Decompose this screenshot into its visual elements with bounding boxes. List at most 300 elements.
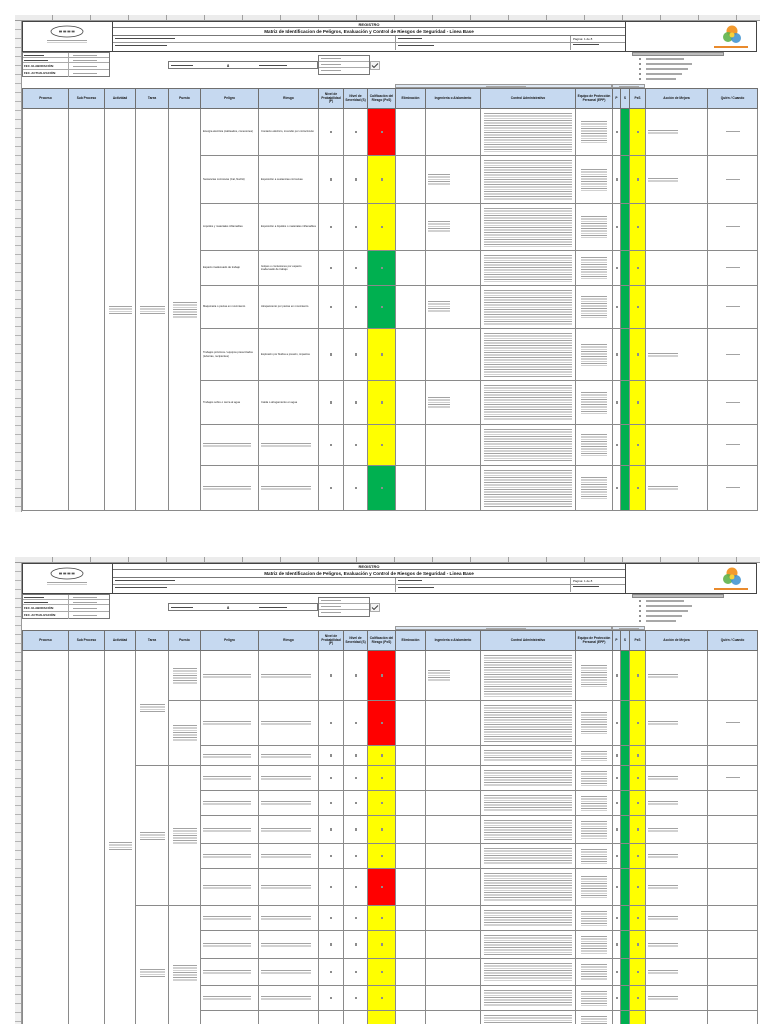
revision-cell — [571, 43, 626, 50]
calificacion-riesgo-cell — [368, 816, 396, 844]
illegible-text-block — [261, 854, 311, 858]
peligro-cell — [201, 381, 259, 425]
illegible-text-block — [428, 670, 450, 682]
accion-mejora-cell — [646, 381, 708, 425]
calificacion-riesgo-cell — [368, 986, 396, 1011]
illegible-text-block — [259, 607, 287, 609]
residual-pxs-cell — [630, 931, 646, 959]
cell-value-mark — [637, 401, 639, 403]
illegible-text-block — [581, 936, 607, 954]
residual-s-cell — [621, 701, 630, 746]
nivel-severidad-cell — [344, 701, 368, 746]
peligro-cell — [201, 844, 259, 869]
cell-value-mark — [616, 401, 618, 403]
epp-cell — [576, 109, 613, 156]
illegible-text-block — [203, 996, 251, 1000]
cell-value-mark — [355, 997, 357, 999]
nivel-severidad-cell — [344, 746, 368, 766]
ingenieria-aislamiento-cell — [426, 959, 481, 986]
cell-value-mark — [637, 131, 639, 133]
riesgo-cell — [259, 931, 319, 959]
nivel-probabilidad-cell — [319, 791, 344, 816]
calificacion-riesgo-cell — [368, 156, 396, 204]
client-logo — [720, 24, 744, 46]
cell-value-mark — [355, 444, 357, 446]
calificacion-riesgo-cell — [368, 844, 396, 869]
residual-s-cell — [621, 466, 630, 511]
peligro-cell — [201, 986, 259, 1011]
document-meta — [22, 52, 110, 77]
residual-p-cell — [613, 959, 621, 986]
residual-pxs-cell — [630, 381, 646, 425]
nivel-probabilidad-cell — [319, 109, 344, 156]
accion-mejora-cell — [646, 1011, 708, 1024]
cell-value-mark — [381, 487, 383, 489]
illegible-text-block — [484, 333, 572, 377]
column-header-tarea: Tarea — [136, 631, 169, 651]
column-header-accion-mejora: Acción de Mejora — [646, 631, 708, 651]
eliminacion-cell — [396, 844, 426, 869]
cell-value-mark — [381, 131, 383, 133]
column-header-eliminacion: Eliminación — [396, 631, 426, 651]
nivel-severidad-cell — [344, 329, 368, 381]
nivel-probabilidad-cell — [319, 466, 344, 511]
peligro-cell — [201, 1011, 259, 1024]
client-name-text — [714, 588, 748, 590]
area-cell — [113, 43, 396, 50]
column-header-sub-proceso: Sub Proceso — [69, 631, 105, 651]
nivel-probabilidad-cell — [319, 746, 344, 766]
residual-pxs-cell — [630, 816, 646, 844]
company-logo — [49, 567, 85, 580]
accion-mejora-cell — [646, 109, 708, 156]
ingenieria-aislamiento-cell — [426, 816, 481, 844]
nivel-probabilidad-cell — [319, 251, 344, 286]
epp-cell — [576, 986, 613, 1011]
residual-p-cell — [613, 381, 621, 425]
cell-value-mark — [381, 401, 383, 403]
table-row — [23, 651, 758, 701]
illegible-text-block — [484, 470, 572, 507]
column-header-puesto: Puesto — [169, 631, 201, 651]
cell-value-mark — [355, 178, 357, 180]
illegible-text-block — [484, 429, 572, 462]
quien-cuando-cell — [708, 381, 758, 425]
epp-cell — [576, 156, 613, 204]
eliminacion-cell — [396, 651, 426, 701]
illegible-text-block — [115, 580, 175, 583]
illegible-text-block — [261, 828, 311, 832]
meta-label — [24, 53, 69, 57]
residual-p-cell — [613, 204, 621, 251]
page-number: Página: 1 de 8 — [573, 579, 593, 583]
illegible-text-block — [203, 443, 251, 447]
illegible-text-block — [73, 73, 97, 75]
ingenieria-aislamiento-cell — [426, 329, 481, 381]
residual-s-cell — [621, 651, 630, 701]
column-header-calificacion-riesgo: Calificación del Riesgo (PxS) — [368, 89, 396, 109]
riesgo-cell — [259, 286, 319, 329]
residual-s-cell — [621, 286, 630, 329]
ingenieria-aislamiento-cell — [426, 931, 481, 959]
residual-pxs-cell — [630, 156, 646, 204]
illegible-text-block — [261, 943, 311, 947]
tarea-cell — [136, 906, 169, 1024]
client-name-text — [714, 46, 748, 48]
illegible-text-block — [261, 996, 311, 1000]
cell-value-mark — [355, 943, 357, 945]
quien-cuando-cell — [708, 791, 758, 816]
area-cell — [113, 585, 396, 592]
document-title: Matriz de Identificacion de Peligros, Evaluación y Control de Riesgos de Seguridad - Linea Base — [113, 28, 625, 36]
header-row — [23, 631, 758, 651]
illegible-text-block — [484, 910, 572, 927]
illegible-text-block — [173, 302, 197, 318]
illegible-text-block — [646, 73, 682, 75]
column-header-nivel-probabilidad: Nivel de Probabilidad (P) — [319, 631, 344, 651]
riesgo-text: Caída o ahogamiento en agua — [261, 400, 298, 404]
residual-pxs-cell — [630, 286, 646, 329]
cell-value-mark — [330, 917, 332, 919]
approval-box — [318, 55, 370, 75]
eliminacion-cell — [396, 156, 426, 204]
illegible-text-block — [173, 965, 197, 981]
company-name-text — [47, 582, 87, 585]
column-header-eliminacion: Eliminación — [396, 89, 426, 109]
residual-pxs-cell — [630, 986, 646, 1011]
risk-matrix-table — [22, 88, 758, 511]
ingenieria-aislamiento-cell — [426, 109, 481, 156]
column-header-tarea: Tarea — [136, 89, 169, 109]
illegible-text-block — [581, 257, 607, 279]
residual-s-cell — [621, 844, 630, 869]
cell-value-mark — [616, 997, 618, 999]
revision-box — [168, 61, 318, 69]
peligro-cell — [201, 466, 259, 511]
illegible-text-block — [646, 63, 692, 65]
calificacion-riesgo-cell — [368, 381, 396, 425]
nivel-probabilidad-cell — [319, 329, 344, 381]
residual-s-cell — [621, 766, 630, 791]
cell-value-mark — [355, 802, 357, 804]
epp-cell — [576, 816, 613, 844]
peligro-text: Trabajos sobre o cerca al agua — [203, 400, 240, 404]
illegible-text-block — [648, 970, 678, 974]
control-administrativo-cell — [481, 931, 576, 959]
illegible-text-block — [484, 255, 572, 282]
bullet-icon — [639, 600, 641, 602]
nivel-severidad-cell — [344, 286, 368, 329]
illegible-text-block — [726, 179, 740, 181]
cell-value-mark — [330, 943, 332, 945]
epp-cell — [576, 746, 613, 766]
ingenieria-aislamiento-cell — [426, 701, 481, 746]
table-body — [23, 109, 758, 511]
residual-s-cell — [621, 425, 630, 466]
meta-label — [24, 58, 69, 62]
illegible-text-block — [203, 916, 251, 920]
header-info-row — [113, 585, 625, 592]
column-header-residual-pxs: PxS — [630, 89, 646, 109]
illegible-text-block — [109, 306, 132, 314]
header-row — [23, 89, 758, 109]
tarea-cell — [136, 766, 169, 906]
cell-value-mark — [381, 802, 383, 804]
peligro-cell — [201, 425, 259, 466]
sheet-page-2 — [15, 557, 760, 1024]
bullet-icon — [639, 58, 641, 60]
column-header-nivel-severidad: Nivel de Severidad (S) — [344, 89, 368, 109]
cell-value-mark — [616, 267, 618, 269]
residual-p-cell — [613, 1011, 621, 1024]
document-title: Matriz de Identificacion de Peligros, Evaluación y Control de Riesgos de Seguridad - Linea Base — [113, 570, 625, 578]
illegible-text-block — [261, 885, 311, 889]
control-administrativo-cell — [481, 329, 576, 381]
illegible-text-block — [726, 487, 740, 489]
nivel-severidad-cell — [344, 869, 368, 906]
calificacion-riesgo-cell — [368, 931, 396, 959]
fec-elaboracion-label: FEC. ELABORACIÓN: — [24, 63, 69, 69]
illegible-text-block — [484, 935, 572, 955]
residual-s-cell — [621, 906, 630, 931]
revision-value: 8 — [227, 605, 230, 610]
cell-value-mark — [355, 722, 357, 724]
ingenieria-aislamiento-cell — [426, 766, 481, 791]
peligro-cell — [201, 251, 259, 286]
calificacion-riesgo-cell — [368, 329, 396, 381]
approval-box — [318, 597, 370, 617]
calificacion-riesgo-cell — [368, 791, 396, 816]
column-header-nivel-severidad: Nivel de Severidad (S) — [344, 631, 368, 651]
cell-value-mark — [355, 777, 357, 779]
illegible-text-block — [203, 801, 251, 805]
column-header-residual-p: P — [613, 89, 621, 109]
control-administrativo-cell — [481, 816, 576, 844]
column-header-actividad: Actividad — [105, 89, 136, 109]
illegible-text-block — [203, 885, 251, 889]
illegible-text-block — [573, 586, 599, 589]
bullet-icon — [639, 615, 641, 617]
epp-cell — [576, 651, 613, 701]
eliminacion-cell — [396, 791, 426, 816]
cell-value-mark — [637, 444, 639, 446]
cell-value-mark — [637, 674, 639, 676]
eliminacion-cell — [396, 931, 426, 959]
residual-pxs-cell — [630, 251, 646, 286]
illegible-text-block — [321, 58, 341, 60]
illegible-text-block — [203, 721, 251, 725]
table-header — [23, 89, 758, 109]
legend-item — [632, 76, 724, 81]
control-administrativo-cell — [481, 791, 576, 816]
cell-value-mark — [616, 828, 618, 830]
cell-value-mark — [330, 997, 332, 999]
quien-cuando-cell — [708, 906, 758, 931]
nivel-probabilidad-cell — [319, 844, 344, 869]
header-info-row — [113, 36, 625, 43]
riesgo-cell — [259, 959, 319, 986]
puesto-cell — [169, 766, 201, 906]
peligro-cell — [201, 109, 259, 156]
illegible-text-block — [203, 943, 251, 947]
nivel-severidad-cell — [344, 766, 368, 791]
calificacion-riesgo-cell — [368, 466, 396, 511]
residual-pxs-cell — [630, 746, 646, 766]
nivel-severidad-cell — [344, 959, 368, 986]
illegible-text-block — [321, 70, 341, 72]
accion-mejora-cell — [646, 791, 708, 816]
quien-cuando-cell — [708, 286, 758, 329]
calificacion-riesgo-cell — [368, 251, 396, 286]
illegible-text-block — [171, 65, 193, 67]
riesgo-cell — [259, 251, 319, 286]
cell-value-mark — [637, 886, 639, 888]
accion-mejora-cell — [646, 844, 708, 869]
illegible-text-block — [140, 306, 165, 314]
eliminacion-cell — [396, 746, 426, 766]
ingenieria-aislamiento-cell — [426, 651, 481, 701]
page-number: Página: 1 de 8 — [573, 37, 593, 41]
residual-s-cell — [621, 816, 630, 844]
ingenieria-aislamiento-cell — [426, 286, 481, 329]
illegible-text-block — [484, 385, 572, 421]
quien-cuando-cell — [708, 746, 758, 766]
calificacion-riesgo-cell — [368, 906, 396, 931]
column-header-puesto: Puesto — [169, 89, 201, 109]
document-title-block — [113, 22, 626, 51]
eliminacion-cell — [396, 381, 426, 425]
cell-value-mark — [355, 754, 357, 756]
eliminacion-cell — [396, 425, 426, 466]
illegible-text-block — [581, 665, 607, 687]
epp-cell — [576, 381, 613, 425]
illegible-text-block — [726, 306, 740, 308]
illegible-text-block — [648, 996, 678, 1000]
actividad-cell — [105, 109, 136, 511]
meta-label — [24, 595, 69, 599]
illegible-text-block — [203, 854, 251, 858]
residual-p-cell — [613, 425, 621, 466]
illegible-text-block — [581, 796, 607, 811]
riesgo-cell — [259, 746, 319, 766]
nivel-severidad-cell — [344, 791, 368, 816]
ingenieria-aislamiento-cell — [426, 986, 481, 1011]
puesto-cell — [169, 701, 201, 766]
column-header-ingenieria-aislamiento: Ingeniería o Aislamiento — [426, 631, 481, 651]
nivel-severidad-cell — [344, 381, 368, 425]
riesgo-text: Atrapamiento por piezas en movimiento — [261, 305, 309, 309]
control-administrativo-cell — [481, 1011, 576, 1024]
control-administrativo-cell — [481, 286, 576, 329]
illegible-text-block — [173, 668, 197, 684]
nivel-probabilidad-cell — [319, 986, 344, 1011]
quien-cuando-cell — [708, 701, 758, 746]
illegible-text-block — [428, 174, 450, 186]
illegible-text-block — [726, 402, 740, 404]
residual-s-cell — [621, 986, 630, 1011]
residual-s-cell — [621, 381, 630, 425]
illegible-text-block — [484, 113, 572, 152]
illegible-text-block — [428, 221, 450, 233]
cell-value-mark — [330, 754, 332, 756]
nivel-probabilidad-cell — [319, 651, 344, 701]
accion-mejora-cell — [646, 959, 708, 986]
epp-cell — [576, 791, 613, 816]
nivel-probabilidad-cell — [319, 959, 344, 986]
cell-value-mark — [381, 444, 383, 446]
riesgo-cell — [259, 1011, 319, 1024]
illegible-text-block — [648, 943, 678, 947]
residual-p-cell — [613, 156, 621, 204]
residual-pxs-cell — [630, 109, 646, 156]
cell-value-mark — [355, 226, 357, 228]
control-administrativo-cell — [481, 844, 576, 869]
nivel-probabilidad-cell — [319, 381, 344, 425]
illegible-text-block — [484, 990, 572, 1007]
eliminacion-cell — [396, 766, 426, 791]
nivel-severidad-cell — [344, 816, 368, 844]
illegible-text-block — [726, 722, 740, 724]
illegible-text-block — [321, 64, 341, 66]
nivel-probabilidad-cell — [319, 766, 344, 791]
illegible-text-block — [173, 828, 197, 844]
cell-value-mark — [381, 997, 383, 999]
control-administrativo-cell — [481, 204, 576, 251]
nivel-probabilidad-cell — [319, 204, 344, 251]
illegible-text-block — [261, 674, 311, 678]
cell-value-mark — [355, 353, 357, 355]
illegible-text-block — [581, 344, 607, 366]
control-administrativo-cell — [481, 466, 576, 511]
illegible-text-block — [261, 801, 311, 805]
cell-value-mark — [330, 802, 332, 804]
client-logo-cell — [626, 564, 756, 593]
bullet-icon — [639, 610, 641, 612]
document-header — [22, 21, 757, 52]
illegible-text-block — [646, 600, 684, 602]
cell-value-mark — [381, 353, 383, 355]
illegible-text-block — [646, 610, 688, 612]
cell-value-mark — [616, 178, 618, 180]
illegible-text-block — [261, 776, 311, 780]
proceso-cell — [23, 109, 69, 511]
riesgo-cell — [259, 329, 319, 381]
bullet-icon — [639, 63, 641, 65]
peligro-cell — [201, 906, 259, 931]
riesgo-text: Exposición a sustancias corrosivas — [261, 177, 303, 181]
cell-value-mark — [330, 828, 332, 830]
residual-pxs-cell — [630, 425, 646, 466]
cell-value-mark — [330, 674, 332, 676]
nivel-severidad-cell — [344, 156, 368, 204]
accion-mejora-cell — [646, 931, 708, 959]
nivel-probabilidad-cell — [319, 869, 344, 906]
cell-value-mark — [381, 855, 383, 857]
bullet-icon — [639, 605, 641, 607]
cell-value-mark — [637, 226, 639, 228]
residual-s-cell — [621, 156, 630, 204]
peligro-cell — [201, 329, 259, 381]
illegible-text-block — [646, 58, 684, 60]
company-logo-cell — [23, 564, 113, 593]
residual-s-cell — [621, 1011, 630, 1024]
column-header-control-administrativo: Control Administrativo — [481, 89, 576, 109]
illegible-text-block — [646, 620, 676, 622]
illegible-text-block — [648, 486, 678, 490]
nivel-severidad-cell — [344, 204, 368, 251]
column-header-residual-pxs: PxS — [630, 631, 646, 651]
riesgo-text: Golpes o contusiones por espacio inadecuado de trabajo — [261, 264, 302, 271]
